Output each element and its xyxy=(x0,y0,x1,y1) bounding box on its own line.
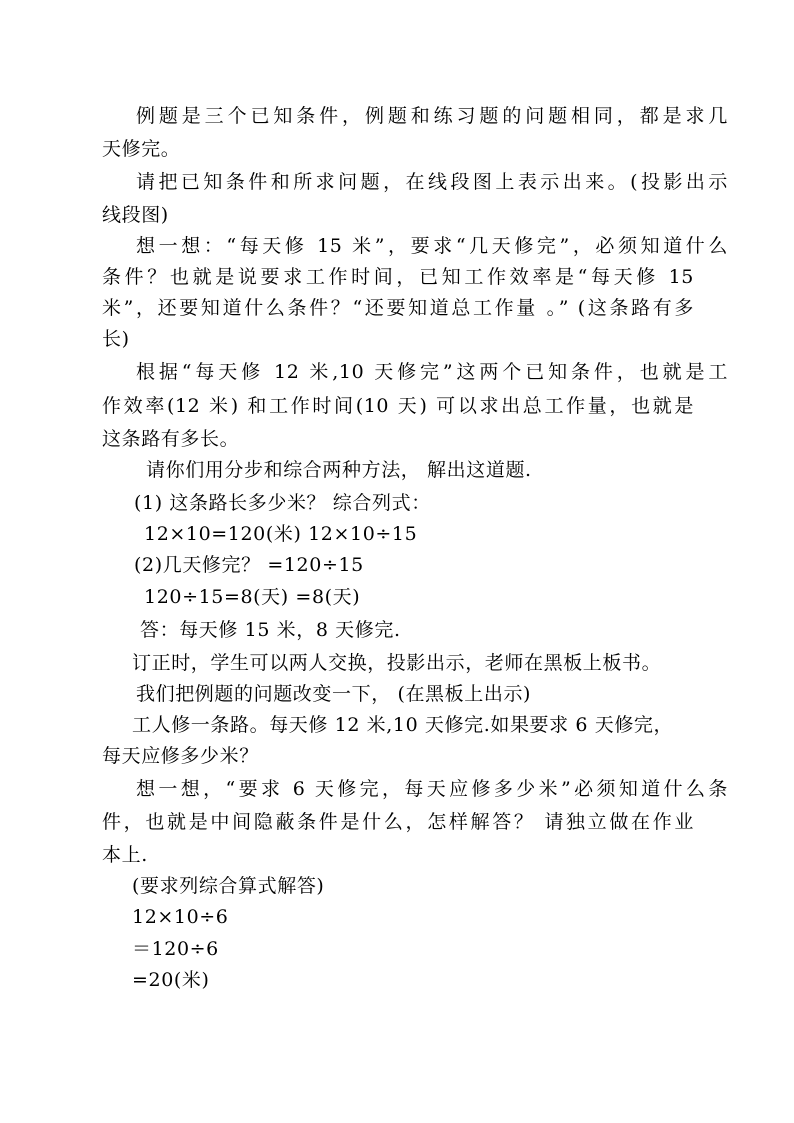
text-line-8: 长) xyxy=(102,328,130,350)
text-line-5: 想一想：“每天修 15 米”，要求“几天修完”，必须知道什么 xyxy=(136,235,728,257)
text-line-13: (1) 这条路长多少米？ 综合列式： xyxy=(134,492,431,514)
text-line-18: 订正时，学生可以两人交换，投影出示，老师在黑板上板书。 xyxy=(132,652,662,674)
text-line-25: (要求列综合算式解答) xyxy=(132,875,325,897)
text-line-16: 120÷15=8(天) =8(天) xyxy=(144,586,361,608)
text-line-7: 米”，还要知道什么条件？“还要知道总工作量 。” (这条路有多 xyxy=(102,297,694,319)
text-line-24: 本上. xyxy=(102,844,148,866)
text-line-28: =20(米) xyxy=(132,969,210,991)
text-line-21: 每天应修多少米？ xyxy=(102,745,259,767)
text-line-15: (2)几天修完？ =120÷15 xyxy=(134,554,364,576)
text-line-10: 作效率(12 米) 和工作时间(10 天) 可以求出总工作量，也就是 xyxy=(102,395,694,417)
text-line-4: 线段图) xyxy=(102,204,169,226)
text-line-1: 例题是三个已知条件，例题和练习题的问题相同，都是求几 xyxy=(136,105,728,127)
text-line-20: 工人修一条路。每天修 12 米,10 天修完.如果要求 6 天修完， xyxy=(132,714,674,736)
text-line-22: 想一想，“要求 6 天修完，每天应修多少米”必须知道什么条 xyxy=(136,778,728,800)
text-line-27: ＝120÷6 xyxy=(132,938,219,960)
text-line-11: 这条路有多长。 xyxy=(102,428,240,450)
text-line-23: 件，也就是中间隐蔽条件是什么，怎样解答？ 请独立做在作业 xyxy=(102,811,694,833)
text-line-2: 天修完。 xyxy=(102,138,181,160)
text-line-19: 我们把例题的问题改变一下， (在黑板上出示) xyxy=(136,683,532,705)
text-line-12: 请你们用分步和综合两种方法， 解出这道题. xyxy=(146,459,532,481)
text-line-6: 条件？也就是说要求工作时间，已知工作效率是“每天修 15 xyxy=(102,266,694,288)
text-line-3: 请把已知条件和所求问题，在线段图上表示出来。(投影出示 xyxy=(136,171,728,193)
text-line-9: 根据“每天修 12 米,10 天修完”这两个已知条件，也就是工 xyxy=(136,361,728,383)
text-line-17: 答：每天修 15 米，8 天修完. xyxy=(140,619,401,641)
text-line-26: 12×10÷6 xyxy=(132,906,229,928)
text-line-14: 12×10=120(米) 12×10÷15 xyxy=(144,523,418,545)
